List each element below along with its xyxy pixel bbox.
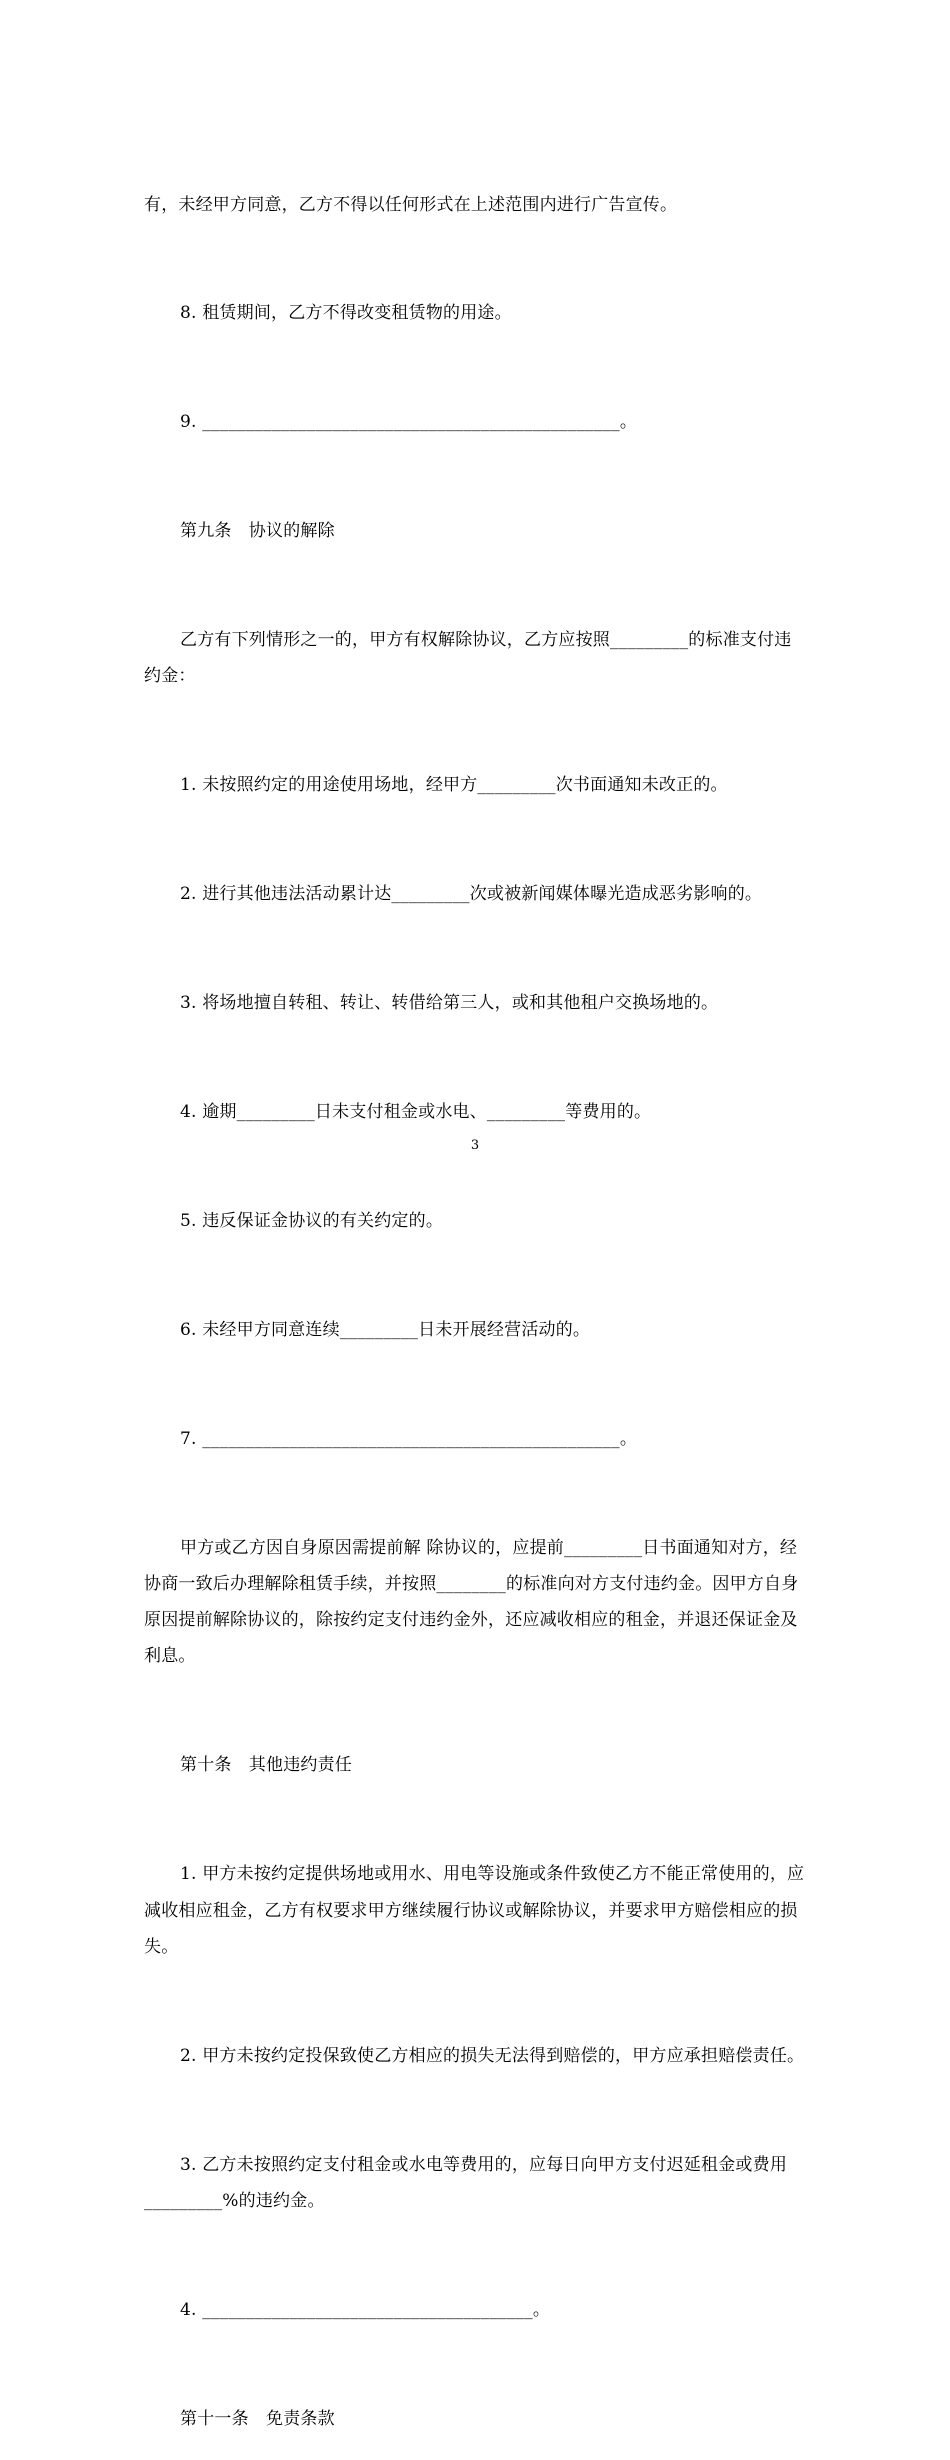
paragraph-11: 6. 未经甲方同意连续_________日未开展经营活动的。 (180, 1319, 591, 1340)
section-heading-10: 第十条 其他违约责任 (180, 1755, 352, 1776)
paragraph-10: 5. 违反保证金协议的有关约定的。 (180, 1210, 444, 1231)
paragraph-3: 9. ________________________________________________。 (180, 412, 638, 433)
paragraph-1: 有，未经甲方同意，乙方不得以任何形式在上述范围内进行广告宣传。 (144, 194, 678, 215)
paragraph-18: 4. ______________________________________。 (180, 2299, 551, 2320)
paragraph-2: 8. 租赁期间，乙方不得改变租赁物的用途。 (180, 303, 512, 324)
section-heading-9: 第九条 协议的解除 (180, 521, 335, 542)
paragraph-8: 3. 将场地擅自转租、转让、转借给第三人，或和其他租户交换场地的。 (180, 993, 719, 1014)
paragraph-17: 3. 乙方未按照约定支付租金或水电等费用的，应每日向甲方支付迟延租金或费用_________%的违约金。 (144, 2154, 788, 2211)
paragraph-5: 乙方有下列情形之一的，甲方有权解除协议，乙方应按照_________的标准支付违约金： (144, 630, 792, 687)
section-heading-11: 第十一条 免责条款 (180, 2408, 335, 2429)
paragraph-15: 1. 甲方未按约定提供场地或用水、用电等设施或条件致使乙方不能正常使用的，应减收相应租金，乙方有权要求甲方继续履行协议或解除协议，并要求甲方赔偿相应的损失。 (144, 1864, 805, 1957)
paragraph-6: 1. 未按照约定的用途使用场地，经甲方_________次书面通知未改正的。 (180, 775, 728, 796)
page-number: 3 (470, 1138, 480, 1153)
paragraph-12: 7. ________________________________________________。 (180, 1428, 638, 1449)
document-body (144, 114, 806, 2460)
paragraph-7: 2. 进行其他违法活动累计达_________次或被新闻媒体曝光造成恶劣影响的。 (180, 884, 763, 905)
paragraph-9: 4. 逾期_________日未支付租金或水电、_________等费用的。 (180, 1102, 652, 1123)
paragraph-16: 2. 甲方未按约定投保致使乙方相应的损失无法得到赔偿的，甲方应承担赔偿责任。 (180, 2045, 805, 2066)
paragraph-13: 甲方或乙方因自身原因需提前解 除协议的，应提前_________日书面通知对方，经协商一致后办理解除租赁手续，并按照________的标准向对方支付违约金。因甲方自身原因提前解除协议的，除按约定支付违约金外，还应减收相应的租金，并退还保证金及利息。 (144, 1537, 799, 1667)
